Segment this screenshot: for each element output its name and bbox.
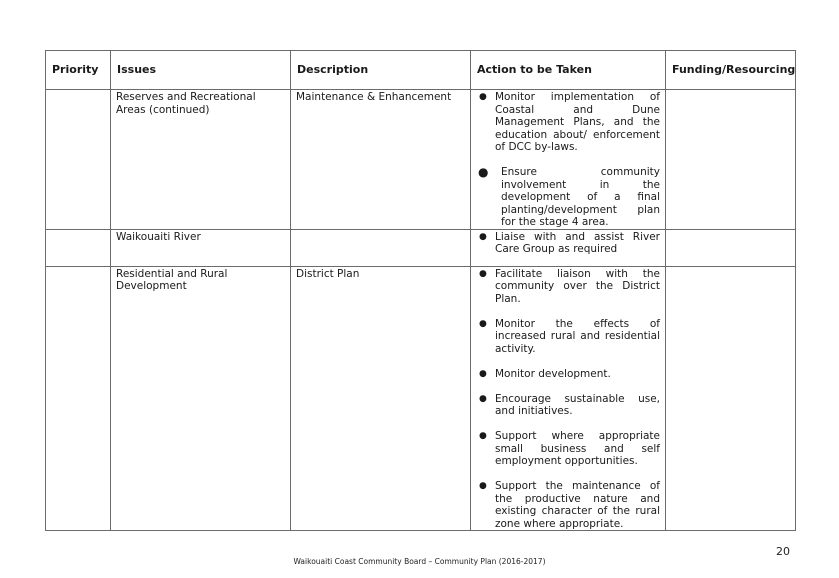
- cell-description: [291, 90, 471, 230]
- action-item: [476, 231, 660, 256]
- action-item: [476, 393, 660, 418]
- header-action: Action to be Taken: [471, 51, 666, 90]
- cell-priority: [46, 266, 111, 531]
- action-text: Monitor the effects of increased rural and residential activity.: [495, 317, 660, 355]
- action-item: [476, 480, 660, 530]
- table-row: [46, 266, 796, 531]
- bullet-icon: ●: [479, 231, 487, 242]
- action-text: Facilitate liaison with the community over the District Plan.: [495, 267, 660, 305]
- cell-description: [291, 229, 471, 266]
- table-header-row: [46, 51, 796, 90]
- bullet-icon: ●: [478, 165, 489, 179]
- header-description: Description: [291, 51, 471, 90]
- cell-issue: [111, 266, 291, 531]
- header-funding: Funding/Resourcing: [666, 51, 796, 90]
- bullet-icon: ●: [479, 393, 487, 404]
- action-item: [476, 368, 660, 381]
- cell-priority: [46, 90, 111, 230]
- description-text: District Plan: [296, 267, 360, 280]
- cell-actions: [471, 90, 666, 230]
- action-item: [476, 318, 660, 356]
- table-row: [46, 229, 796, 266]
- issue-text: Residential and Rural Development: [116, 267, 228, 292]
- action-text: Monitor development.: [495, 367, 611, 380]
- bullet-icon: ●: [479, 368, 487, 379]
- page-footer: Waikouaiti Coast Community Board – Community Plan (2016-2017): [293, 557, 546, 566]
- community-plan-table: [45, 50, 796, 531]
- table-row: [46, 90, 796, 230]
- cell-description: [291, 266, 471, 531]
- action-list: [476, 91, 660, 229]
- cell-issue: [111, 90, 291, 230]
- issue-text: Waikouaiti River: [116, 230, 201, 243]
- action-list: [476, 268, 660, 531]
- bullet-icon: ●: [479, 268, 487, 279]
- cell-funding: [666, 266, 796, 531]
- action-item: [476, 91, 660, 154]
- cell-actions: [471, 229, 666, 266]
- page-number: 20: [776, 545, 790, 558]
- action-item: [476, 166, 660, 229]
- action-item: [476, 268, 660, 306]
- cell-actions: [471, 266, 666, 531]
- cell-funding: [666, 229, 796, 266]
- cell-funding: [666, 90, 796, 230]
- cell-issue: [111, 229, 291, 266]
- bullet-icon: ●: [479, 318, 487, 329]
- description-text: Maintenance & Enhancement: [296, 91, 452, 103]
- bullet-icon: ●: [479, 431, 487, 441]
- bullet-icon: ●: [479, 481, 487, 491]
- action-text: Support where appropriate small business and self employment opportunities.: [495, 430, 660, 467]
- header-priority: Priority: [46, 51, 111, 90]
- header-issues: Issues: [111, 51, 291, 90]
- action-item: [476, 430, 660, 468]
- action-text: Monitor implementation of Coastal and Dune Management Plans, and the education about/ enforcement of DCC by-laws.: [495, 91, 660, 153]
- cell-priority: [46, 229, 111, 266]
- bullet-icon: ●: [479, 92, 487, 102]
- action-text: Encourage sustainable use, and initiatives.: [495, 392, 660, 417]
- action-list: [476, 231, 660, 256]
- action-text: Liaise with and assist River Care Group as required: [495, 230, 660, 255]
- action-text: Support the maintenance of the productive nature and existing character of the rural zone where appropriate.: [495, 480, 660, 530]
- action-text: Ensure community involvement in the development of a final planting/development plan for the stage 4 area.: [501, 166, 660, 228]
- issue-text: Reserves and Recreational Areas (continued): [116, 91, 256, 116]
